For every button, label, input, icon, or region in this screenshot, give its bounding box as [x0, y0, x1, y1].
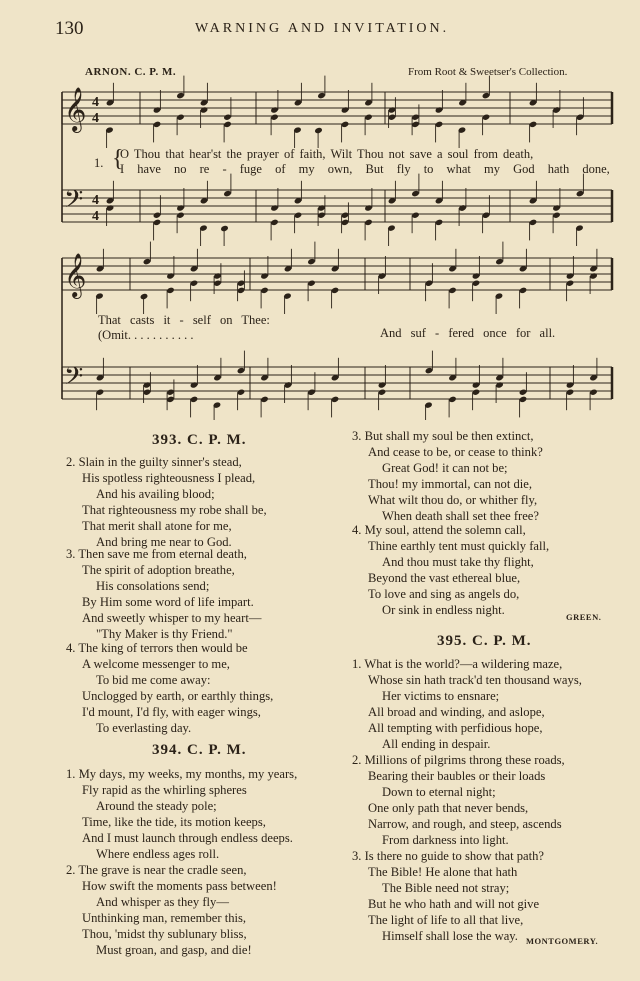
- hymn-line: All tempting with perfidious hope,: [368, 720, 543, 735]
- hymn-line: Whose sin hath track'd ten thousand ways,: [368, 672, 582, 687]
- hymn-line: All ending in despair.: [382, 736, 491, 751]
- hymn-line: Thou, 'midst thy sublunary bliss,: [82, 926, 247, 941]
- hymn-line: 1. My days, my weeks, my months, my years,: [66, 767, 298, 781]
- lyric-line-2: I have no re - fuge of my own, But fly to what my God hath done,: [120, 162, 610, 176]
- hymn-line: What wilt thou do, or whither fly,: [368, 492, 538, 507]
- time-signature-bottom: 4: [92, 209, 99, 224]
- hymn-line: And whisper as they fly—: [96, 894, 229, 909]
- running-title: WARNING AND INVITATION.: [195, 21, 450, 36]
- hymn-line: How swift the moments pass between!: [82, 878, 277, 893]
- hymn-line: Great God! it can not be;: [382, 460, 508, 475]
- lyric-line-1: O Thou that hear'st the prayer of faith, Wilt Thou not save a soul from death,: [120, 147, 534, 161]
- hymn-title: 393. C. P. M.: [152, 432, 247, 448]
- hymn-line: And cease to be, or cease to think?: [368, 444, 543, 459]
- tune-name: ARNON. C. P. M.: [85, 66, 177, 78]
- treble-clef: 𝄞: [64, 253, 87, 297]
- hymn-line: Time, like the tide, its motion keeps,: [82, 814, 266, 829]
- hymn-line: And I must launch through endless deeps.: [82, 830, 293, 845]
- hymn-line: Down to eternal night;: [382, 784, 496, 799]
- music-notation: [0, 0, 640, 420]
- hymn-line: 2. Millions of pilgrims throng these roads,: [352, 753, 565, 767]
- hymn-line: Himself shall lose the way.: [382, 928, 518, 943]
- treble-clef: 𝄞: [64, 87, 87, 131]
- bass-clef: 𝄢: [64, 362, 84, 397]
- hymn-line: 2. Slain in the guilty sinner's stead,: [66, 455, 242, 469]
- hymn-line: The Bible need not stray;: [382, 880, 510, 895]
- hymn-title: 394. C. P. M.: [152, 742, 247, 758]
- hymn-line: The Bible! He alone that hath: [368, 864, 518, 879]
- tune-source: From Root & Sweetser's Collection.: [408, 66, 568, 78]
- hymn-line: All broad and winding, and aslope,: [368, 704, 545, 719]
- hymn-line: But he who hath and will not give: [368, 896, 540, 911]
- hymn-author: MONTGOMERY.: [526, 936, 599, 946]
- hymn-line: To everlasting day.: [96, 720, 192, 735]
- hymn-line: Thou! my immortal, can not die,: [368, 476, 533, 491]
- hymn-line: Narrow, and rough, and steep, ascends: [368, 816, 562, 831]
- page-number: 130: [55, 18, 84, 39]
- hymn-line: Bearing their baubles or their loads: [368, 768, 546, 783]
- hymn-line: And his availing blood;: [96, 486, 215, 501]
- hymn-line: I'd mount, I'd fly, with eager wings,: [82, 704, 261, 719]
- hymn-line: 3. But shall my soul be then extinct,: [352, 429, 534, 443]
- hymn-line: That righteousness my robe shall be,: [82, 502, 267, 517]
- hymn-line: From darkness into light.: [382, 832, 509, 847]
- hymn-line: And thou must take thy flight,: [382, 554, 534, 569]
- hymn-line: When death shall set thee free?: [382, 508, 539, 523]
- hymn-line: "Thy Maker is thy Friend.": [96, 626, 233, 641]
- hymn-line: A welcome messenger to me,: [82, 656, 230, 671]
- hymn-line: And sweetly whisper to my heart—: [82, 610, 262, 625]
- hymn-line: Must groan, and gasp, and die!: [96, 942, 252, 957]
- hymn-line: And bring me near to God.: [96, 534, 232, 549]
- hymn-line: 4. My soul, attend the solemn call,: [352, 523, 526, 537]
- hymn-line: The spirit of adoption breathe,: [82, 562, 235, 577]
- hymn-title: 395. C. P. M.: [437, 633, 532, 649]
- hymn-line: By Him some word of life impart.: [82, 594, 254, 609]
- hymn-line: His consolations send;: [96, 578, 210, 593]
- hymn-line: 3. Then save me from eternal death,: [66, 547, 247, 561]
- hymn-line: Her victims to ensnare;: [382, 688, 500, 703]
- lyric-line-3: That casts it - self on Thee:: [98, 313, 270, 327]
- hymn-line: 2. The grave is near the cradle seen,: [66, 863, 247, 877]
- bass-clef: 𝄢: [64, 185, 84, 220]
- hymn-line: 4. The king of terrors then would be: [66, 641, 248, 655]
- hymn-line: Fly rapid as the whirling spheres: [82, 782, 247, 797]
- hymn-line: That merit shall atone for me,: [82, 518, 232, 533]
- hymn-line: Or sink in endless night.: [382, 602, 505, 617]
- hymn-line: Around the steady pole;: [96, 798, 217, 813]
- hymn-line: Unthinking man, remember this,: [82, 910, 247, 925]
- time-signature-top: 4: [92, 193, 99, 208]
- time-signature-bottom: 4: [92, 111, 99, 126]
- hymn-line: To bid me come away:: [96, 672, 211, 687]
- hymn-line: To love and sing as angels do,: [368, 586, 520, 601]
- lyric-brace: {: [112, 146, 124, 172]
- hymn-line: 1. What is the world?—a wildering maze,: [352, 657, 563, 671]
- lyric-line-5: And suf - fered once for all.: [380, 326, 556, 340]
- music-verse-number: 1.: [94, 156, 104, 170]
- hymn-line: The light of life to all that live,: [368, 912, 524, 927]
- hymn-line: One only path that never bends,: [368, 800, 529, 815]
- time-signature-top: 4: [92, 95, 99, 110]
- lyric-line-4: (Omit. . . . . . . . . . .: [98, 328, 194, 342]
- hymn-line: His spotless righteousness I plead,: [82, 470, 256, 485]
- hymn-line: Where endless ages roll.: [96, 846, 220, 861]
- hymn-line: Beyond the vast ethereal blue,: [368, 570, 521, 585]
- hymn-line: 3. Is there no guide to show that path?: [352, 849, 545, 863]
- hymn-author: GREEN.: [566, 612, 602, 622]
- hymn-line: Unclogged by earth, or earthly things,: [82, 688, 274, 703]
- hymn-line: Thine earthly tent must quickly fall,: [368, 538, 550, 553]
